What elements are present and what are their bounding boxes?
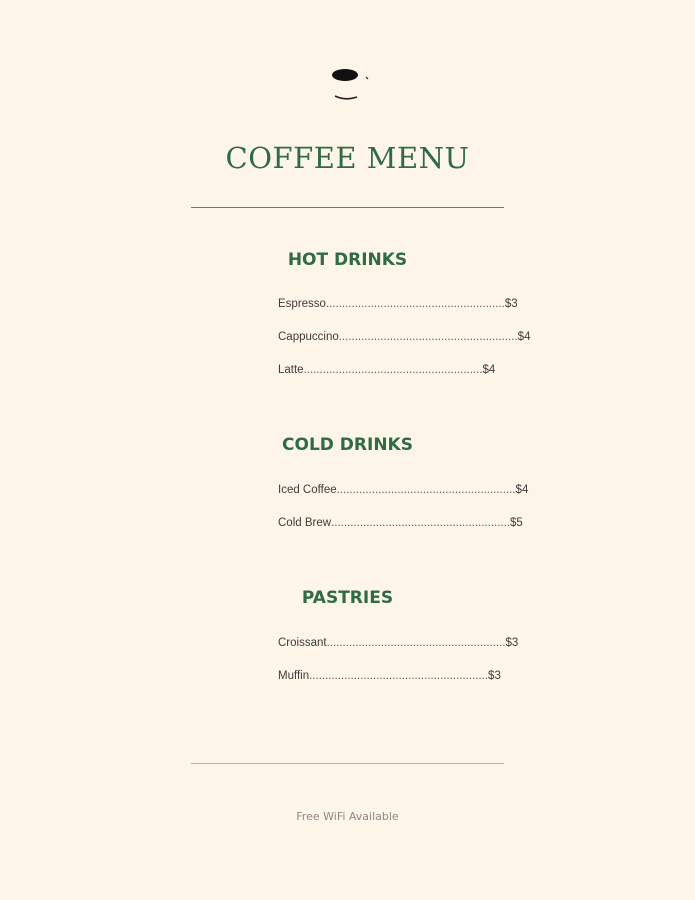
item-price: $3	[488, 670, 501, 682]
dot-leader: ........................................................	[326, 637, 506, 649]
item-price: $4	[515, 484, 529, 496]
menu-item	[278, 637, 519, 649]
menu-item	[278, 298, 518, 310]
menu-item	[278, 364, 496, 376]
item-price: $4	[482, 364, 496, 376]
footer-divider	[191, 763, 504, 764]
item-name: Latte	[278, 364, 304, 376]
menu-item	[278, 517, 523, 529]
dot-leader: ........................................................	[325, 298, 505, 310]
item-name: Iced Coffee	[278, 484, 337, 496]
item-price: $5	[510, 517, 523, 529]
item-name: Espresso	[278, 298, 326, 310]
dot-leader: ........................................................	[303, 364, 483, 376]
menu-item	[278, 670, 501, 682]
item-price: $3	[505, 637, 519, 649]
dot-leader: ........................................................	[309, 670, 489, 682]
dot-leader: ........................................................	[338, 331, 518, 343]
section-title-hot-drinks: HOT DRINKS	[287, 250, 408, 270]
menu-item	[278, 331, 531, 343]
dot-leader: ........................................................	[331, 517, 510, 529]
dot-leader: ........................................................	[336, 484, 516, 496]
header-divider	[191, 207, 504, 208]
item-price: $3	[504, 298, 518, 310]
coffee-cup-icon	[328, 66, 372, 106]
section-title-pastries: PASTRIES	[301, 588, 394, 608]
item-name: Cappuccino	[278, 331, 339, 343]
item-name: Croissant	[278, 637, 327, 649]
item-name: Muffin	[278, 670, 310, 682]
footer-note: Free WiFi Available	[296, 810, 399, 823]
item-price: $4	[517, 331, 531, 343]
menu-item	[278, 484, 529, 496]
item-name: Cold Brew	[278, 517, 332, 529]
section-title-cold-drinks: COLD DRINKS	[282, 435, 413, 455]
menu-title: COFFEE MENU	[225, 141, 470, 175]
